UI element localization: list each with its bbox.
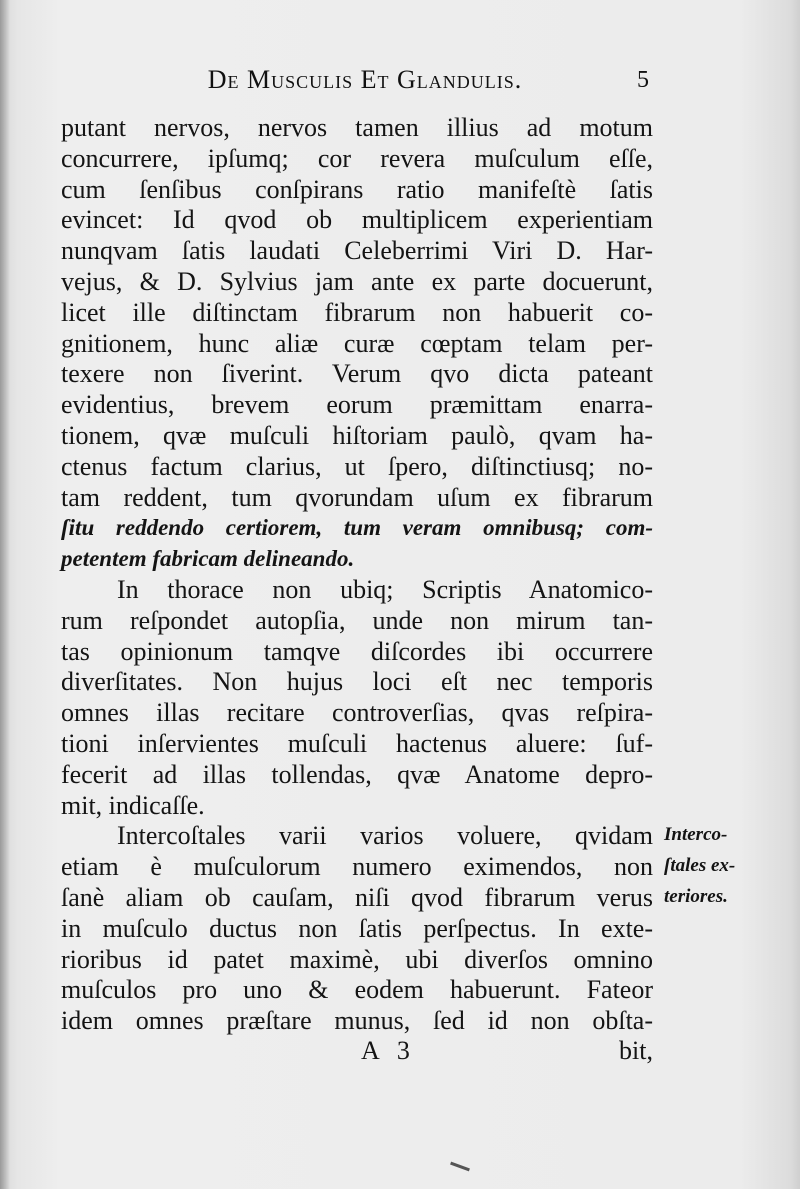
body-text (61, 113, 653, 1037)
page-number: 5 (637, 67, 649, 93)
text-line: tioni inſervientes muſculi hactenus aluere: ſuf- (61, 728, 653, 758)
text-line: rioribus id patet maximè, ubi diverſos omnino (61, 944, 653, 974)
text-line: muſculos pro uno & eodem habuerunt. Fateor (61, 975, 653, 1005)
catchword: bit, (619, 1036, 653, 1065)
text-line: evidentius, brevem eorum præmittam enarra- (61, 390, 653, 420)
text-line: putant nervos, nervos tamen illius ad motum (61, 113, 653, 142)
text-line: diverſitates. Non hujus loci eſt nec temporis (61, 667, 653, 697)
page-speck (450, 1162, 470, 1172)
paragraph-start-line: Intercoſtales varii varios voluere, qvidam (117, 821, 653, 851)
text-line: vejus, & D. Sylvius jam ante ex parte docuerunt, (61, 266, 653, 296)
paragraph-start-line: In thorace non ubiq; Scriptis Anatomico- (117, 574, 653, 604)
marginal-note-line: ſtales ex- (664, 854, 736, 876)
text-line: tam reddent, tum qvorundam uſum ex fibrarum (61, 482, 653, 512)
text-line: licet ille diſtinctam fibrarum non habuerit co- (61, 297, 653, 327)
text-line: omnes illas recitare controverſias, qvas reſpira- (61, 698, 653, 728)
text-line: ſanè aliam ob cauſam, niſi qvod fibrarum verus (61, 882, 653, 912)
text-line: ctenus factum clarius, ut ſpero, diſtinctiusq; no- (61, 451, 653, 481)
text-line: concurrere, ipſumq; cor revera muſculum eſſe, (61, 143, 653, 173)
text-line: fecerit ad illas tollendas, qvæ Anatome depro- (61, 759, 653, 789)
text-line-italic: ſitu reddendo certiorem, tum veram omnibusq; com- (61, 515, 653, 541)
text-line: texere non ſiverint. Verum qvo dicta pateant (61, 359, 653, 389)
text-line: cum ſenſibus conſpirans ratio manifeſtè ſatis (61, 174, 653, 204)
page-gutter-shadow (0, 0, 10, 1189)
marginal-note-line: teriores. (664, 885, 728, 907)
running-head: De Musculis Et Glandulis. (207, 65, 523, 94)
text-line: idem omnes præſtare munus, ſed id non obſta- (61, 1006, 653, 1036)
marginal-note-line: Interco- (664, 824, 728, 845)
text-line: in muſculo ductus non ſatis perſpectus. In exte- (61, 913, 653, 943)
page-footer (61, 1035, 653, 1067)
signature-mark: A 3 (361, 1036, 416, 1065)
text-line-italic: petentem fabricam delineando. (61, 546, 355, 572)
text-line: rum reſpondet autopſia, unde non mirum tan- (61, 605, 653, 635)
text-line: etiam è muſculorum numero eximendos, non (61, 852, 653, 882)
text-line: evincet: Id qvod ob multiplicem experientiam (61, 205, 653, 235)
text-line: tionem, qvæ muſculi hiſtoriam paulò, qvam ha- (61, 420, 653, 450)
text-line: tas opinionum tamqve diſcordes ibi occurrere (61, 636, 653, 666)
page-header (0, 60, 800, 100)
marginal-note (664, 820, 784, 912)
text-line: mit, indicaſſe. (61, 790, 205, 820)
text-line: gnitionem, hunc aliæ curæ cœptam telam per- (61, 328, 653, 358)
text-line: nunqvam ſatis laudati Celeberrimi Viri D. Har- (61, 236, 653, 266)
